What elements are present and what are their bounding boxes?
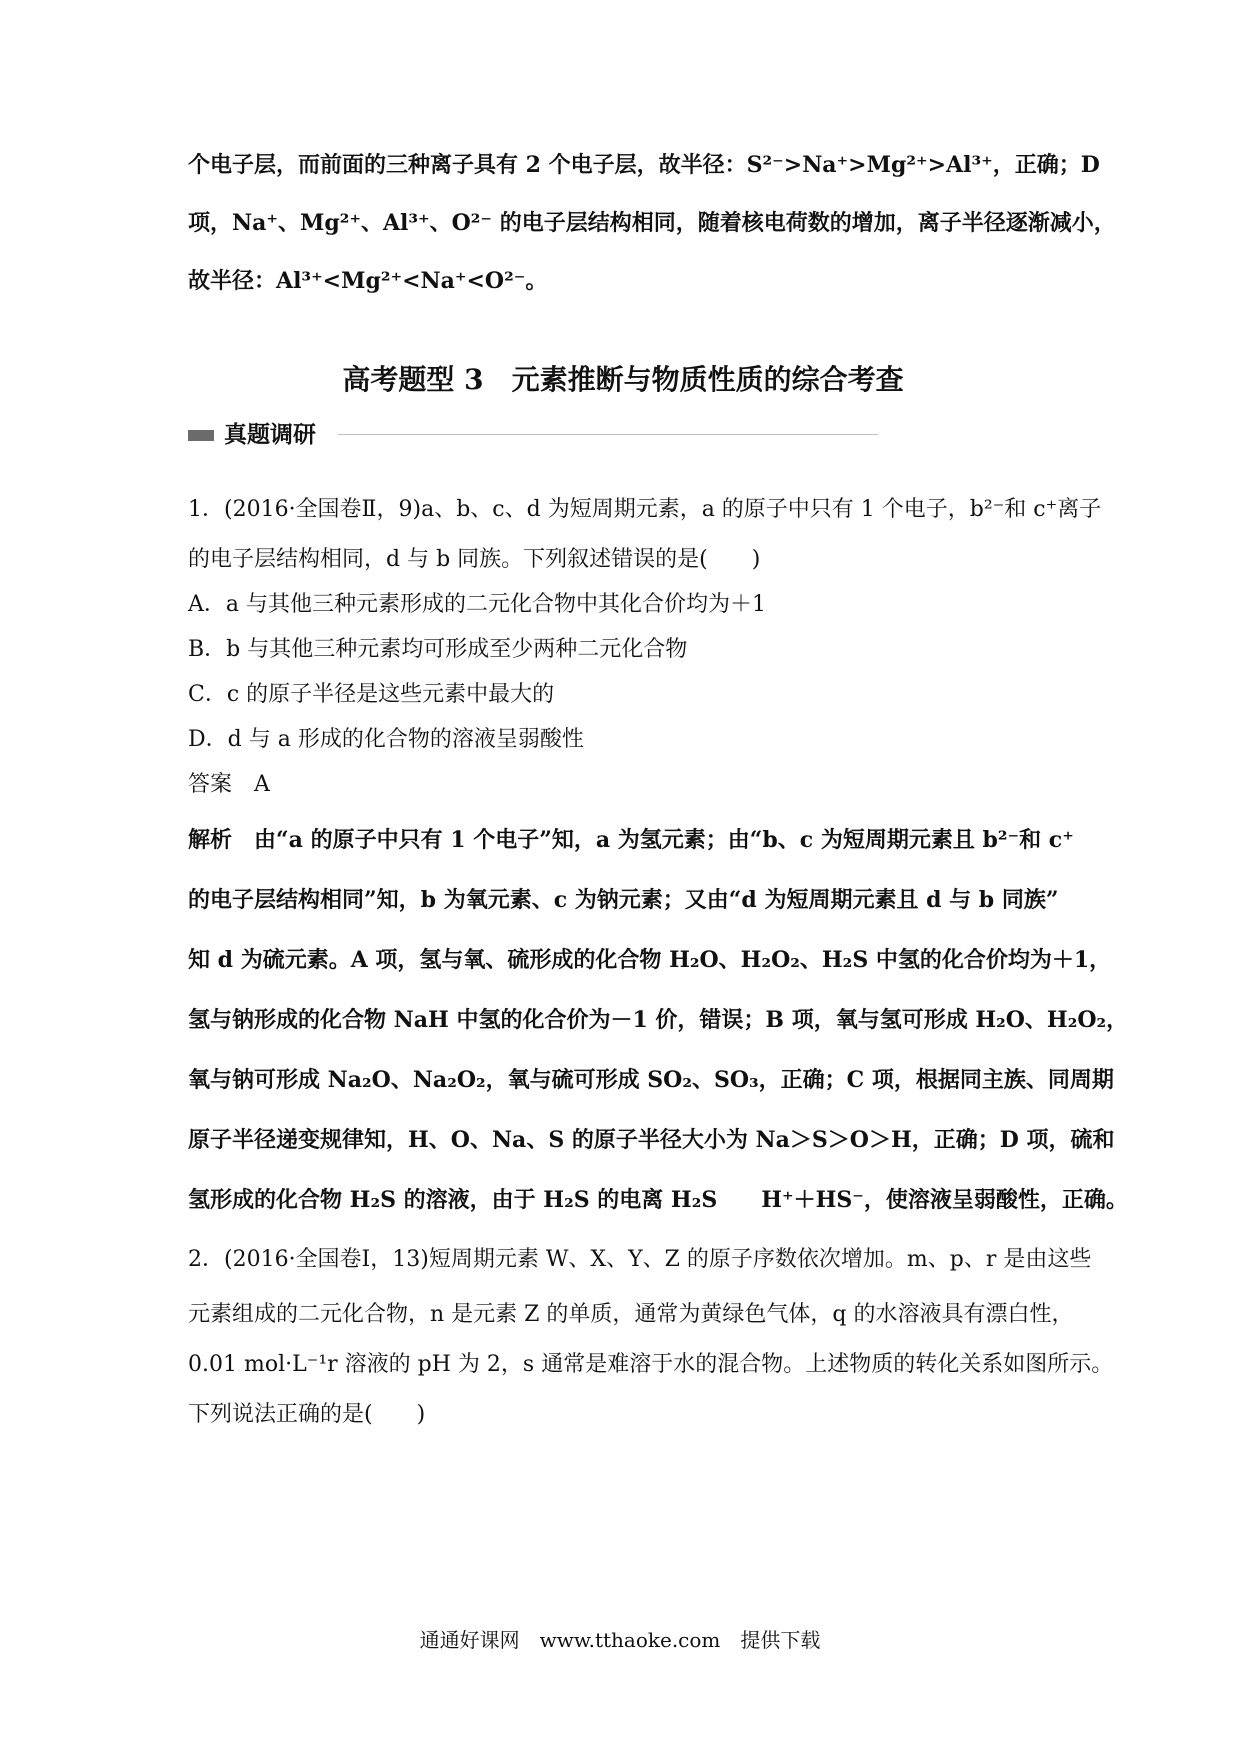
paragraph-line: 故半径：Al³⁺<Mg²⁺<Na⁺<O²⁻。 [188, 268, 548, 294]
question-stem: 1．(2016·全国卷Ⅱ，9)a、b、c、d 为短周期元素，a 的原子中只有 1 个电子，b²⁻和 c⁺离子 [188, 497, 1102, 522]
option-b: B．b 与其他三种元素均可形成至少两种二元化合物 [188, 637, 688, 662]
subsection-bar [188, 420, 316, 450]
analysis-line: 氢形成的化合物 H₂S 的溶液，由于 H₂S 的电离 H₂S H⁺＋HS⁻，使溶液呈弱酸性，正确。 [188, 1187, 1128, 1213]
paragraph-line: 项，Na⁺、Mg²⁺、Al³⁺、O²⁻ 的电子层结构相同，随着核电荷数的增加，离子半径逐渐减小， [188, 210, 1116, 236]
question-stem: 元素组成的二元化合物，n 是元素 Z 的单质，通常为黄绿色气体，q 的水溶液具有漂白性， [188, 1302, 1074, 1327]
paragraph-line: 个电子层，而前面的三种离子具有 2 个电子层，故半径：S²⁻>Na⁺>Mg²⁺>Al³⁺，正确；D [188, 152, 1100, 178]
subsection-label: 真题调研 [224, 421, 316, 448]
analysis-line: 氢与钠形成的化合物 NaH 中氢的化合价为－1 价，错误；B 项，氧与氢可形成 H₂O、H₂O₂， [188, 1007, 1129, 1033]
option-c: C．c 的原子半径是这些元素中最大的 [188, 682, 555, 707]
section-heading: 高考题型 3 元素推断与物质性质的综合考查 [342, 363, 904, 396]
question-stem: 0.01 mol·L⁻¹r 溶液的 pH 为 2，s 通常是难溶于水的混合物。上述物质的转化关系如图所示。 [188, 1352, 1114, 1377]
square-bullet-icon [188, 430, 214, 441]
question-stem: 下列说法正确的是( ) [188, 1402, 426, 1427]
divider-line [338, 434, 878, 435]
analysis-line: 的电子层结构相同”知，b 为氧元素、c 为钠元素；又由“d 为短周期元素且 d 与 b 同族” [188, 887, 1059, 913]
question-stem: 的电子层结构相同，d 与 b 同族。下列叙述错误的是( ) [188, 547, 761, 572]
option-a: A．a 与其他三种元素形成的二元化合物中其化合价均为＋1 [188, 592, 766, 617]
question-stem: 2．(2016·全国卷Ⅰ，13)短周期元素 W、X、Y、Z 的原子序数依次增加。m、p、r 是由这些 [188, 1247, 1092, 1272]
analysis-line: 解析 由“a 的原子中只有 1 个电子”知，a 为氢元素；由“b、c 为短周期元素且 b²⁻和 c⁺ [188, 827, 1074, 853]
analysis-line: 原子半径递变规律知，H、O、Na、S 的原子半径大小为 Na＞S＞O＞H，正确；D 项，硫和 [188, 1127, 1115, 1153]
analysis-line: 知 d 为硫元素。A 项，氢与氧、硫形成的化合物 H₂O、H₂O₂、H₂S 中氢的化合价均为＋1， [188, 947, 1112, 973]
option-d: D．d 与 a 形成的化合物的溶液呈弱酸性 [188, 727, 584, 752]
page-footer: 通通好课网 www.tthaoke.com 提供下载 [419, 1628, 821, 1652]
analysis-line: 氧与钠可形成 Na₂O、Na₂O₂，氧与硫可形成 SO₂、SO₃，正确；C 项，根据同主族、同周期 [188, 1067, 1114, 1093]
answer-line: 答案 A [188, 772, 270, 797]
